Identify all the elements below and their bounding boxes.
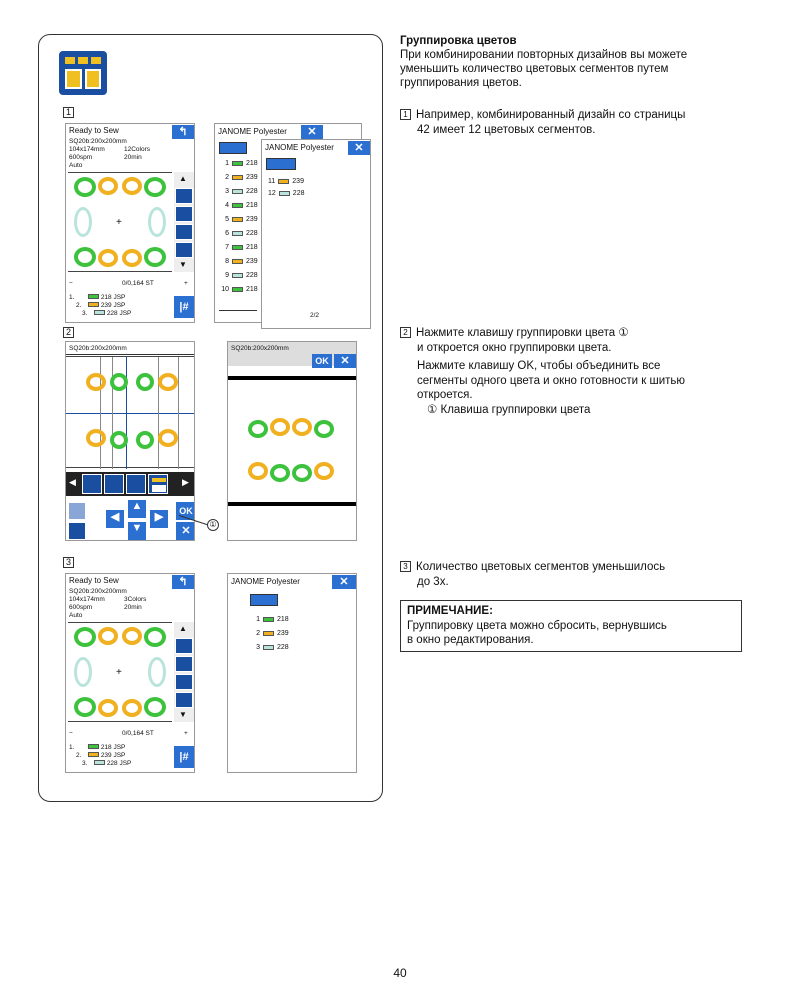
thread-swatch xyxy=(232,175,243,180)
nav-pad xyxy=(66,500,195,541)
row-code: 218 xyxy=(277,616,289,623)
minus-button[interactable]: − xyxy=(69,280,73,287)
thread-swatch xyxy=(232,273,243,278)
row-num: 4 xyxy=(225,202,229,209)
thread-list-title-2: JANOME Polyester xyxy=(265,143,334,152)
row-code: 228 xyxy=(246,272,258,279)
step-1-line-1: Например, комбинированный дизайн со страницы xyxy=(416,109,686,121)
step-2-line-3: Нажмите клавишу OK, чтобы объединить все xyxy=(417,360,661,372)
thread-list-row[interactable] xyxy=(219,216,258,223)
row-num: 11 xyxy=(268,178,276,185)
row-num: 1 xyxy=(256,616,260,623)
row-num: 2 xyxy=(256,630,260,637)
thread-list-title: JANOME Polyester xyxy=(231,577,300,586)
note-line-2: в окно редактирования. xyxy=(407,634,534,646)
row-code: 218 xyxy=(246,244,258,251)
minus-button[interactable]: − xyxy=(69,730,73,737)
thread-swatch xyxy=(232,287,243,292)
thread-list-row[interactable] xyxy=(219,244,258,251)
note-line-1: Группировку цвета можно сбросить, вернувшись xyxy=(407,619,667,632)
screen-title: Ready to Sew xyxy=(69,576,119,585)
step-3-box: 3 xyxy=(400,561,411,572)
design-preview: + xyxy=(68,622,172,722)
time-label: 20min xyxy=(124,154,142,161)
row-num: 5 xyxy=(225,216,229,223)
row-num: 2 xyxy=(225,174,229,181)
color-grouping-window xyxy=(227,341,357,541)
mode-label: Auto xyxy=(69,162,83,169)
section-heading: Группировка цветов xyxy=(400,35,517,47)
step-1-box: 1 xyxy=(400,109,411,120)
arrow-left-button[interactable]: ◀ xyxy=(106,510,124,528)
thread-swatch xyxy=(232,245,243,250)
arrow-right-button[interactable]: ▶ xyxy=(150,510,168,528)
color-grouping-icon xyxy=(59,51,107,95)
step-2-line-6: ① Клавиша группировки цвета xyxy=(427,403,591,416)
cancel-button[interactable]: ✕ xyxy=(334,354,356,368)
thread-list-button[interactable]: |# xyxy=(174,746,194,768)
thread-swatch xyxy=(232,231,243,236)
thread-3-code: 228 JSP xyxy=(106,760,132,767)
design-preview: + xyxy=(68,172,172,272)
hoop-label: SQ20b:200x200mm xyxy=(69,588,127,595)
thread-1-num: 1. xyxy=(69,744,75,751)
thread-list-page-2 xyxy=(261,139,371,329)
thread-list-row[interactable] xyxy=(250,630,289,637)
thread-3-num: 3. xyxy=(82,310,88,317)
hoop-label: SQ20b:200x200mm xyxy=(69,138,127,145)
page-number: 40 xyxy=(393,966,407,980)
step-2-line-4: сегменты одного цвета и окно готовности к шитью xyxy=(417,374,686,387)
row-num: 6 xyxy=(225,230,229,237)
thread-view-toggle-2[interactable] xyxy=(266,158,296,170)
close-icon[interactable]: ✕ xyxy=(332,575,356,589)
step-1-line-2: 42 имеет 12 цветовых сегментов. xyxy=(417,123,596,136)
step-2-text xyxy=(400,326,685,417)
thread-swatch xyxy=(232,161,243,166)
cancel-button[interactable]: ✕ xyxy=(176,522,195,540)
thread-list-row[interactable] xyxy=(250,644,289,651)
row-code: 218 xyxy=(246,286,258,293)
row-code: 239 xyxy=(246,258,258,265)
thread-list-row[interactable] xyxy=(219,286,258,293)
ok-button[interactable]: OK xyxy=(312,354,332,368)
row-num: 3 xyxy=(225,188,229,195)
size-label: 104x174mm xyxy=(69,146,105,153)
thread-view-toggle[interactable] xyxy=(250,594,278,606)
plus-button[interactable]: + xyxy=(184,280,188,287)
row-num: 3 xyxy=(256,644,260,651)
row-code: 228 xyxy=(277,644,289,651)
note-title: ПРИМЕЧАНИЕ: xyxy=(407,605,493,617)
step-3-text xyxy=(400,560,665,589)
thread-list-row[interactable] xyxy=(219,230,258,237)
thread-1-num: 1. xyxy=(69,294,75,301)
thread-swatch xyxy=(232,259,243,264)
hoop-label: SQ20b:200x200mm xyxy=(69,345,127,352)
colors-label: 3Colors xyxy=(124,596,147,603)
row-code: 218 xyxy=(246,160,258,167)
tool-column: ▲ ▼ xyxy=(174,622,194,722)
close-icon[interactable]: ✕ xyxy=(348,141,370,155)
step-3-line-1: Количество цветовых сегментов уменьшилось xyxy=(416,561,666,573)
edit-design-area xyxy=(66,356,195,468)
thread-swatch xyxy=(263,617,274,622)
ready-to-sew-screen-1 xyxy=(65,123,195,323)
thread-2-code: 239 JSP xyxy=(100,302,126,309)
thread-3-code: 228 JSP xyxy=(106,310,132,317)
thread-view-toggle[interactable] xyxy=(219,142,247,154)
stitch-count: 0/0,164 ST xyxy=(122,280,154,287)
back-button[interactable]: ↰ xyxy=(172,125,194,139)
mode-label: Auto xyxy=(69,612,83,619)
thread-swatch xyxy=(232,217,243,222)
edit-toolbar: ◀ ▶ xyxy=(66,472,195,496)
ready-to-sew-screen-3 xyxy=(65,573,195,773)
row-num: 8 xyxy=(225,258,229,265)
step-2-line-2: и откроется окно группировки цвета. xyxy=(417,341,612,354)
size-label: 104x174mm xyxy=(69,596,105,603)
row-code: 239 xyxy=(277,630,289,637)
thread-swatch xyxy=(263,645,274,650)
edit-screen xyxy=(65,341,195,541)
time-label: 20min xyxy=(124,604,142,611)
row-code: 228 xyxy=(246,188,258,195)
thread-list-row[interactable] xyxy=(250,616,289,623)
thread-1-code: 218 JSP xyxy=(100,744,126,751)
row-num: 1 xyxy=(225,160,229,167)
row-code: 228 xyxy=(246,230,258,237)
back-button[interactable]: ↰ xyxy=(172,575,194,589)
thread-list-row[interactable] xyxy=(219,202,258,209)
screen-title: Ready to Sew xyxy=(69,126,119,135)
thread-1-code: 218 JSP xyxy=(100,294,126,301)
row-code: 239 xyxy=(246,216,258,223)
row-num: 7 xyxy=(225,244,229,251)
step-2-marker: 2 xyxy=(63,327,74,338)
step-1-marker: 1 xyxy=(63,107,74,118)
illustration-panel xyxy=(38,34,383,802)
step-3-line-2: до 3х. xyxy=(417,575,449,588)
row-code: 228 xyxy=(292,190,305,197)
thread-2-code: 239 JSP xyxy=(100,752,126,759)
page-indicator: 2/2 xyxy=(310,312,320,319)
thread-2-num: 2. xyxy=(76,752,82,759)
tool-column: ▲ ▼ xyxy=(174,172,194,272)
thread-list-screen-3 xyxy=(227,573,357,773)
thread-list-row[interactable] xyxy=(219,272,258,279)
thread-2-num: 2. xyxy=(76,302,82,309)
ok-button[interactable]: OK xyxy=(176,502,195,520)
thread-list-row[interactable] xyxy=(219,174,258,181)
plus-button[interactable]: + xyxy=(184,730,188,737)
row-num: 12 xyxy=(268,190,276,197)
intro-text: При комбинировании повторных дизайнов вы можете уменьшить количество цветовых сегментов путем группирования цветов. xyxy=(400,49,688,89)
speed-label: 600spm xyxy=(69,604,93,611)
thread-list-row[interactable] xyxy=(219,188,258,195)
arrow-down-button[interactable]: ▼ xyxy=(128,522,146,540)
thread-list-button[interactable]: |# xyxy=(174,296,194,318)
thread-list-title: JANOME Polyester xyxy=(218,127,287,136)
step-2-box: 2 xyxy=(400,327,411,338)
stitch-count: 0/0,164 ST xyxy=(122,730,154,737)
step-3-marker: 3 xyxy=(63,557,74,568)
callout-marker: ① xyxy=(207,519,219,531)
thread-swatch xyxy=(263,631,274,636)
row-code: 239 xyxy=(292,178,304,185)
thread-3-num: 3. xyxy=(82,760,88,767)
note-box xyxy=(400,600,742,652)
row-code: 239 xyxy=(246,174,258,181)
colors-label: 12Colors xyxy=(124,146,151,153)
step-1-text xyxy=(400,108,685,137)
thread-list-row[interactable] xyxy=(219,160,258,167)
thread-swatch xyxy=(232,203,243,208)
row-num: 9 xyxy=(225,272,229,279)
step-2-line-1: Нажмите клавишу группировки цвета ① xyxy=(416,327,629,339)
step-2-line-5: откроется. xyxy=(417,389,473,401)
color-grouping-key[interactable] xyxy=(148,474,168,494)
close-icon[interactable]: ✕ xyxy=(301,125,323,139)
hoop-label: SQ20b:200x200mm xyxy=(231,345,289,352)
row-num: 10 xyxy=(221,286,229,293)
thread-swatch xyxy=(232,189,243,194)
speed-label: 600spm xyxy=(69,154,93,161)
arrow-up-button[interactable]: ▲ xyxy=(128,500,146,518)
row-code: 218 xyxy=(246,202,258,209)
thread-list-row[interactable] xyxy=(219,258,258,265)
